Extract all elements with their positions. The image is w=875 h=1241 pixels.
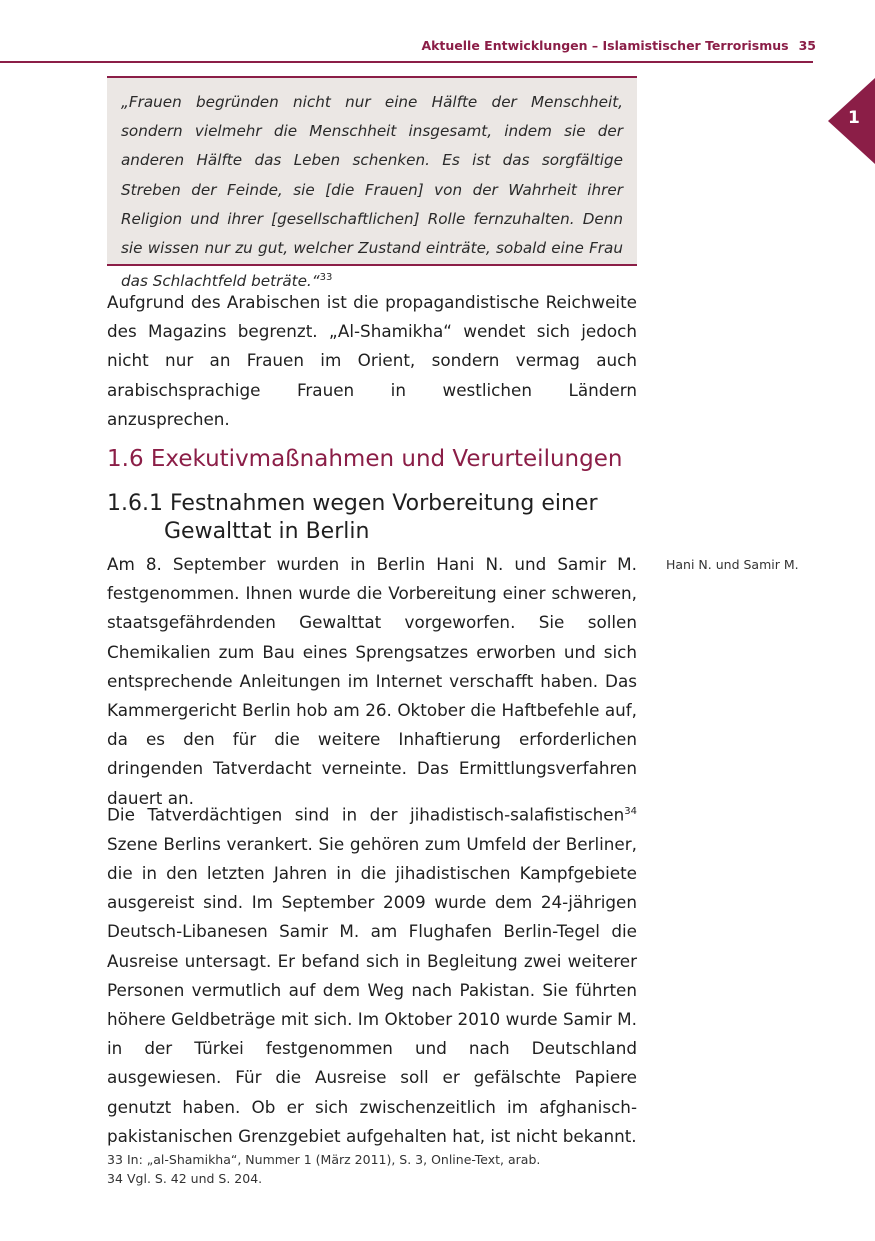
quote-text: „Frauen begründen nicht nur eine Hälfte der Menschheit, sondern vielmehr die Menschheit insgesamt, indem sie der anderen Hälfte das Leben schenken. Es ist das sorgfältige Streben der Feinde, sie [die Frauen] von der Wahrheit ihrer Religion und ihrer [gesellschaftlichen] Rolle fernzuhalten. Denn sie wissen nur zu gut, welcher Zustand einträte, sobald eine Frau das Schlachtfeld beträte.“ <box>121 93 623 291</box>
subsection-heading-line2: Gewalttat in Berlin <box>164 519 370 544</box>
footnote-33 <box>107 1150 707 1169</box>
subsection-heading <box>107 490 647 546</box>
paragraph-3-part1: Die Tatverdächtigen sind in der jihadistisch-salafistischen <box>107 804 625 825</box>
footnote-number: 34 <box>107 1171 123 1186</box>
chapter-number: 1 <box>848 108 860 128</box>
paragraph-3-footnote-ref: 34 <box>624 806 637 817</box>
footnote-34 <box>107 1169 707 1188</box>
running-header-title: Aktuelle Entwicklungen – Islamistischer Terrorismus <box>421 38 789 53</box>
chapter-tab <box>828 78 875 164</box>
paragraph-1: Aufgrund des Arabischen ist die propagandistische Reichweite des Magazins begrenzt. „Al-Shamikha“ wendet sich jedoch nicht nur an Frauen im Orient, sondern vermag auch arabischsprachige Frauen in westlichen Ländern anzusprechen. <box>107 292 637 429</box>
footnote-text: In: „al-Shamikha“, Nummer 1 (März 2011), S. 3, Online-Text, arab. <box>126 1152 541 1167</box>
page-number: 35 <box>798 38 816 53</box>
footnotes <box>107 1150 707 1188</box>
footnote-text: Vgl. S. 42 und S. 204. <box>126 1171 263 1186</box>
paragraph-3 <box>107 797 637 1151</box>
subsection-number: 1.6.1 <box>107 491 163 516</box>
section-heading: 1.6 Exekutivmaßnahmen und Verurteilungen <box>107 446 623 472</box>
quote-box <box>107 76 637 291</box>
quote-paragraph <box>121 88 623 296</box>
quote-footnote-ref: 33 <box>319 272 333 284</box>
footnote-number: 33 <box>107 1152 123 1167</box>
running-header <box>0 38 816 53</box>
paragraph-2: Am 8. September wurden in Berlin Hani N. und Samir M. festgenommen. Ihnen wurde die Vorbereitung einer schweren, staatsgefährdenden Gewalttat vorgeworfen. Sie sollen Chemikalien zum Bau eines Sprengsatzes erworben und sich entsprechende Anleitungen im Internet verschafft haben. Das Kammergericht Berlin hob am 26. Oktober die Haftbefehle auf, da es den für die weitere Inhaftierung erforderlichen dringenden Tatverdacht verneinte. Das Ermittlungsverfahren dauert an. <box>107 554 637 808</box>
margin-note: Hani N. und Samir M. <box>666 557 799 572</box>
subsection-heading-line1: Festnahmen wegen Vorbereitung einer <box>169 491 598 516</box>
header-rule <box>0 61 813 63</box>
paragraph-3-part2: Szene Berlins verankert. Sie gehören zum Umfeld der Berliner, die in den letzten Jahren in die jihadistischen Kampfgebiete ausgereist sind. Im September 2009 wurde dem 24-jährigen Deutsch-Libanesen Samir M. am Flughafen Berlin-Tegel die Ausreise untersagt. Er befand sich in Begleitung zwei weiterer Personen vermutlich auf dem Weg nach Pakistan. Sie führten höhere Geldbeträge mit sich. Im Oktober 2010 wurde Samir M. in der Türkei festgenommen und nach Deutschland ausgewiesen. Für die Ausreise soll er gefälschte Papiere genutzt haben. Ob er sich zwischenzeitlich im afghanisch-pakistanischen Grenzgebiet aufgehalten hat, ist nicht bekannt. <box>107 833 637 1146</box>
